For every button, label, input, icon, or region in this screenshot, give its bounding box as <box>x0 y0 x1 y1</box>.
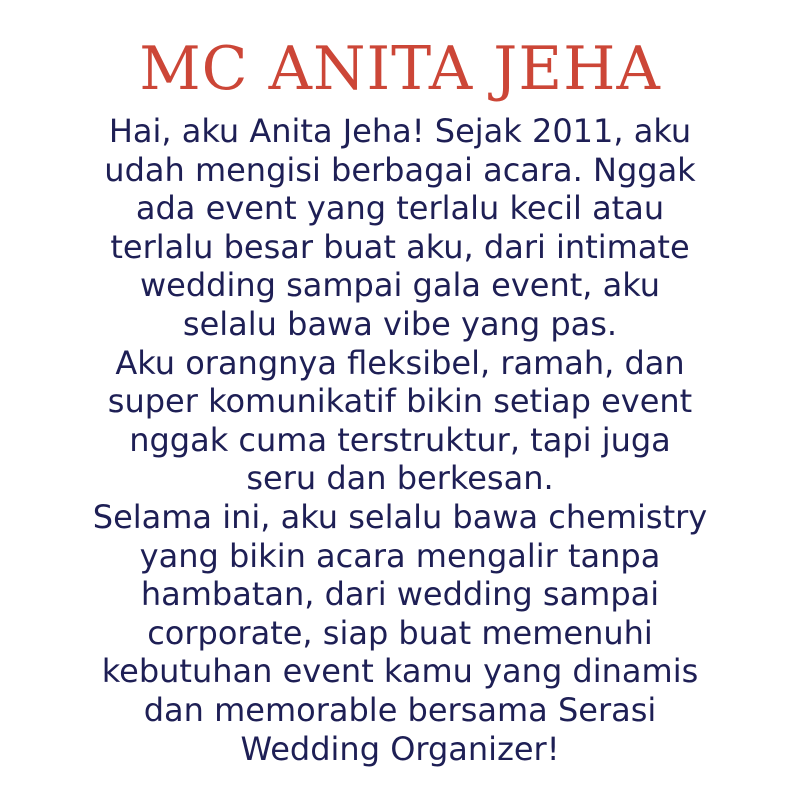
bio-line-14: corporate, siap buat memenuhi <box>147 613 653 652</box>
bio-line-6: selalu bawa vibe yang pas. <box>182 304 618 343</box>
bio-line-16: dan memorable bersama Serasi <box>143 690 657 729</box>
bio-line-5: wedding sampai gala event, aku <box>139 266 661 305</box>
bio-line-9: nggak cuma terstruktur, tapi juga <box>129 420 671 459</box>
bio-line-17: Wedding Organizer! <box>240 729 560 768</box>
bio-line-12: yang bikin acara mengalir tanpa <box>139 536 661 575</box>
bio-text <box>20 112 780 768</box>
bio-line-1: Hai, aku Anita Jeha! Sejak 2011, aku <box>108 112 692 150</box>
bio-line-3: ada event yang terlalu kecil atau <box>135 189 665 228</box>
bio-line-7: Aku orangnya fleksibel, ramah, dan <box>115 343 685 382</box>
bio-line-4: terlalu besar buat aku, dari intimate <box>110 227 690 266</box>
bio-line-15: kebutuhan event kamu yang dinamis <box>101 652 699 691</box>
bio-line-11: Selama ini, aku selalu bawa chemistry <box>92 497 708 536</box>
bio-line-10: seru dan berkesan. <box>246 459 554 498</box>
bio-line-13: hambatan, dari wedding sampai <box>140 575 660 614</box>
bio-line-8: super komunikatif bikin setiap event <box>107 382 693 421</box>
page-title: MC ANITA JEHA <box>139 34 661 104</box>
bio-line-2: udah mengisi berbagai acara. Nggak <box>104 150 696 189</box>
